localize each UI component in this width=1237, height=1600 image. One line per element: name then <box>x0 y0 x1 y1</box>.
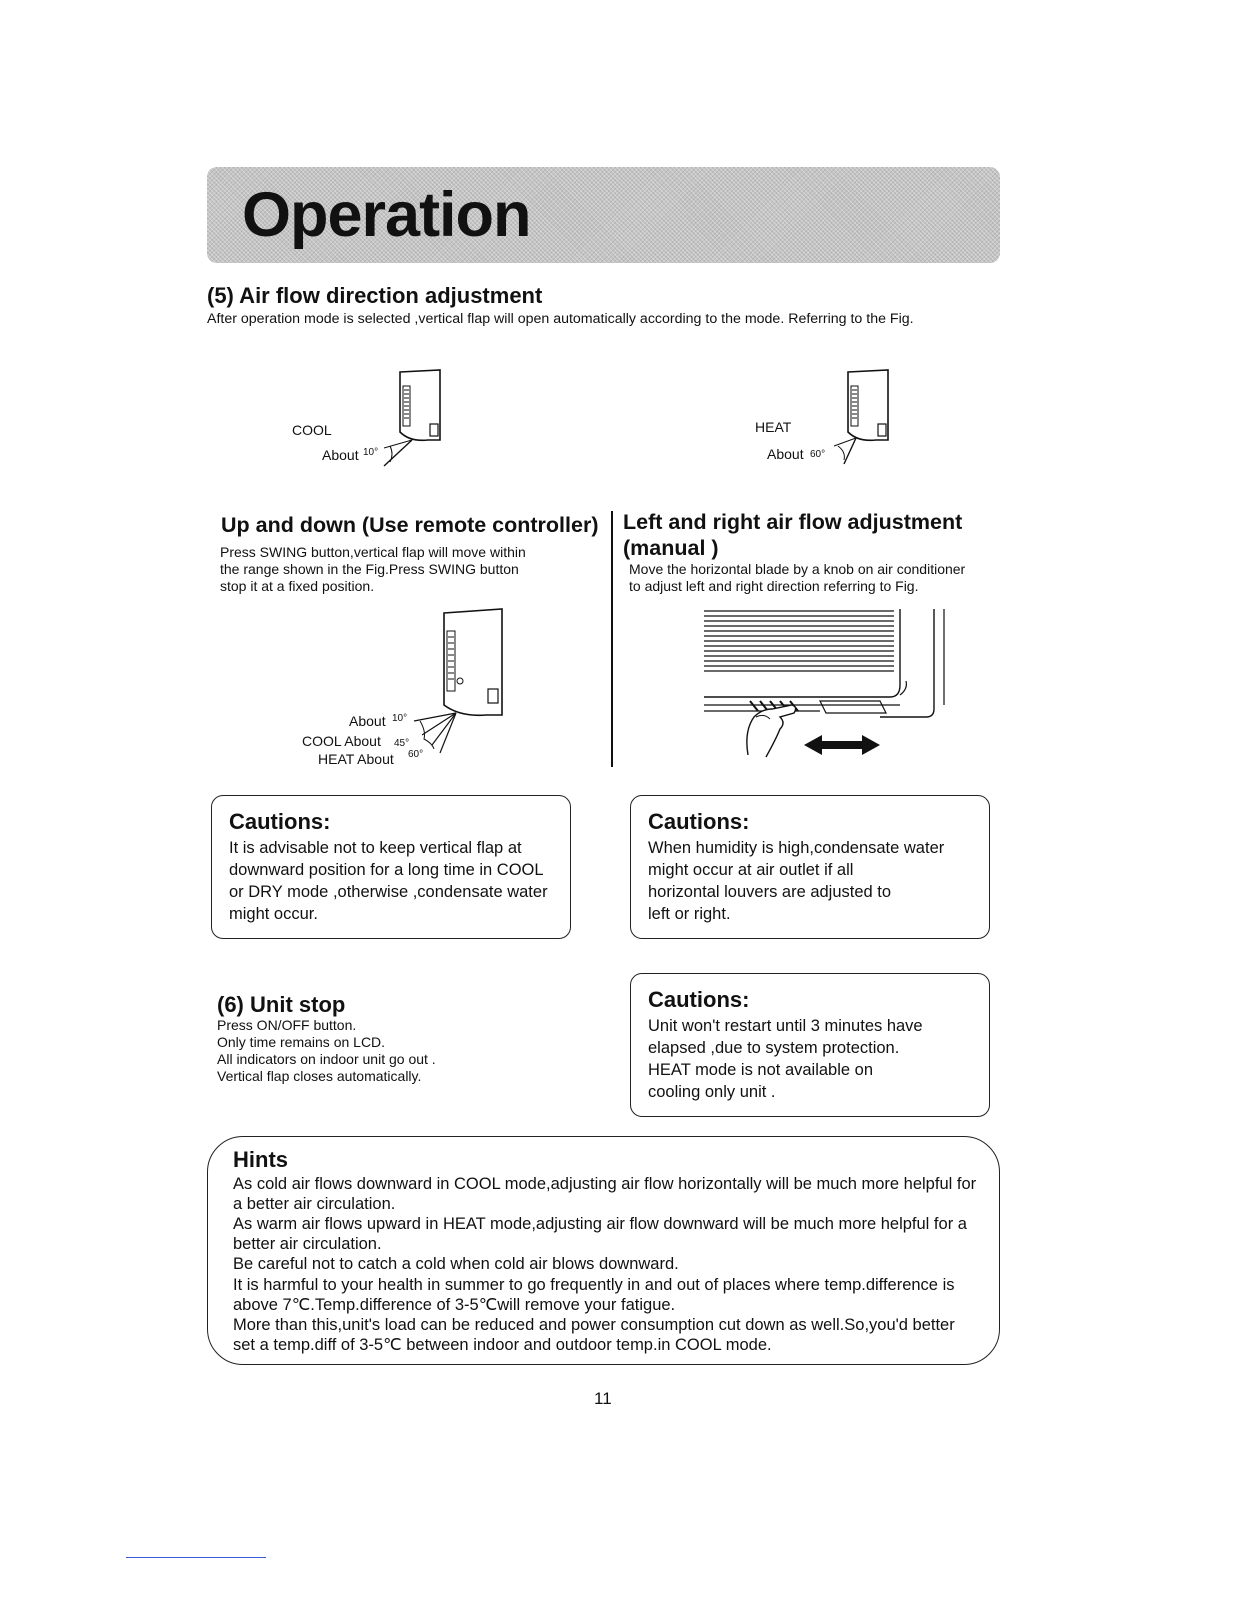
fig-cool-angle: 10° <box>363 447 379 458</box>
swing-fig-line-1: About <box>349 713 386 729</box>
caution-flap-line-4: might occur. <box>229 905 318 923</box>
section5-intro: After operation mode is selected ,vertical flap will open automatically according to the mode. Referring to the Fig. <box>207 311 914 327</box>
section6-line-2: Only time remains on LCD. <box>217 1034 386 1050</box>
caution-restart-line-4: cooling only unit . <box>648 1083 776 1101</box>
column-divider <box>611 511 613 767</box>
swing-fig-angle-3: 60° <box>408 749 424 760</box>
swing-fig-angle-1: 10° <box>392 713 408 724</box>
caution-restart-line-3: HEAT mode is not available on <box>648 1061 874 1079</box>
leftright-line-2: to adjust left and right direction referring to Fig. <box>629 578 919 594</box>
page-number: 11 <box>594 1389 612 1408</box>
updown-line-1: Press SWING button,vertical flap will move within <box>220 544 526 560</box>
hints-line-8: More than this,unit's load can be reduced and power consumption cut down as well.So,you'd better <box>233 1316 955 1334</box>
leftright-heading-line-1: Left and right air flow adjustment <box>623 510 963 534</box>
caution-humidity-line-4: left or right. <box>648 905 731 923</box>
swing-fig-angle-2: 45° <box>394 738 410 749</box>
hints-line-1: As cold air flows downward in COOL mode,adjusting air flow horizontally will be much more helpful for <box>233 1175 977 1193</box>
leftright-line-1: Move the horizontal blade by a knob on air conditioner <box>629 561 966 577</box>
leftright-heading-line-2: (manual ) <box>623 536 719 560</box>
caution-flap-line-3: or DRY mode ,otherwise ,condensate water <box>229 883 548 901</box>
hints-title: Hints <box>233 1147 288 1172</box>
section6-line-1: Press ON/OFF button. <box>217 1017 357 1033</box>
updown-line-3: stop it at a fixed position. <box>220 578 375 594</box>
fig-heat-mode-label: HEAT <box>755 419 792 435</box>
indoor-unit-heat-figure <box>820 366 900 466</box>
caution-humidity-line-3: horizontal louvers are adjusted to <box>648 883 892 901</box>
fig-cool-mode-label: COOL <box>292 422 332 438</box>
caution-restart-title: Cautions: <box>648 987 750 1012</box>
caution-humidity-line-1: When humidity is high,condensate water <box>648 839 945 857</box>
caution-restart-line-2: elapsed ,due to system protection. <box>648 1039 900 1057</box>
caution-flap-title: Cautions: <box>229 809 331 834</box>
caution-humidity-title: Cautions: <box>648 809 750 834</box>
updown-line-2: the range shown in the Fig.Press SWING button <box>220 561 519 577</box>
section6-heading: (6) Unit stop <box>217 992 346 1017</box>
horizontal-louver-figure <box>700 605 950 765</box>
section5-heading: (5) Air flow direction adjustment <box>207 283 543 308</box>
indoor-unit-cool-figure <box>370 366 450 466</box>
hints-line-4: better air circulation. <box>233 1235 382 1253</box>
indoor-unit-swing-figure <box>410 605 510 765</box>
section6-line-3: All indicators on indoor unit go out . <box>217 1051 436 1067</box>
caution-restart-line-1: Unit won't restart until 3 minutes have <box>648 1017 923 1035</box>
swing-fig-line-3: HEAT About <box>318 751 394 767</box>
footer-link-underline <box>126 1557 266 1558</box>
hints-line-9: set a temp.diff of 3-5℃ between indoor and outdoor temp.in COOL mode. <box>233 1336 772 1354</box>
fig-heat-about-label: About <box>767 446 804 462</box>
section6-line-4: Vertical flap closes automatically. <box>217 1068 422 1084</box>
fig-heat-angle: 60° <box>810 449 826 460</box>
swing-fig-line-2: COOL About <box>302 733 381 749</box>
caution-flap-line-1: It is advisable not to keep vertical flap at <box>229 839 522 857</box>
hints-line-2: a better air circulation. <box>233 1195 396 1213</box>
hints-line-5: Be careful not to catch a cold when cold air blows downward. <box>233 1255 679 1273</box>
updown-heading: Up and down (Use remote controller) <box>221 513 599 537</box>
caution-humidity-line-2: might occur at air outlet if all <box>648 861 854 879</box>
hints-line-7: above 7℃.Temp.difference of 3-5℃will remove your fatigue. <box>233 1296 676 1314</box>
caution-flap-line-2: downward position for a long time in COOL <box>229 861 544 879</box>
hints-line-6: It is harmful to your health in summer to go frequently in and out of places where temp.difference is <box>233 1276 955 1294</box>
hints-line-3: As warm air flows upward in HEAT mode,adjusting air flow downward will be much more helpful for a <box>233 1215 967 1233</box>
fig-cool-about-label: About <box>322 447 359 463</box>
page-title: Operation <box>242 180 531 250</box>
